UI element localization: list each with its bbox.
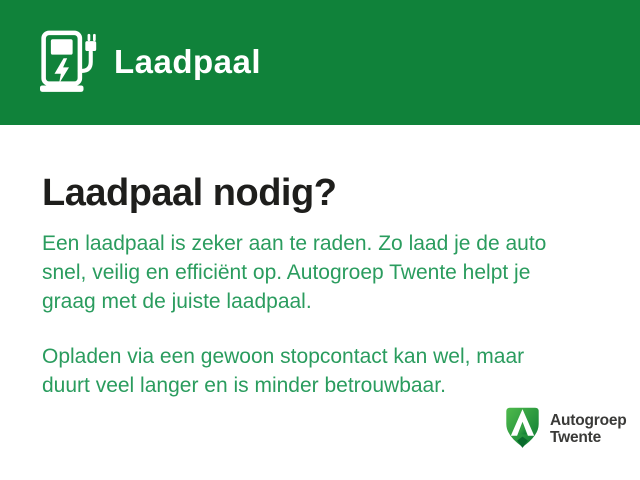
- logo-name-line2: Twente: [550, 428, 602, 446]
- logo-name-line1: Autogroep: [550, 411, 627, 429]
- secondary-paragraph: [42, 342, 524, 400]
- autogroep-twente-logo: [504, 406, 627, 451]
- paragraph-line: duurt veel langer en is minder betrouwbaar.: [42, 374, 446, 397]
- header-banner: [0, 0, 640, 125]
- paragraph-line: Een laadpaal is zeker aan te raden. Zo laad je de auto: [42, 232, 547, 255]
- autogroep-shield-icon: [504, 406, 541, 451]
- ev-charger-icon: [40, 27, 98, 95]
- header-title: Laadpaal: [114, 43, 262, 80]
- intro-paragraph: [42, 229, 546, 316]
- paragraph-line: Opladen via een gewoon stopcontact kan wel, maar: [42, 345, 525, 368]
- page-heading: Laadpaal nodig?: [42, 172, 337, 214]
- paragraph-line: graag met de juiste laadpaal.: [42, 290, 312, 313]
- paragraph-line: snel, veilig en efficiënt op. Autogroep Twente helpt je: [42, 261, 531, 284]
- logo-text: [550, 412, 627, 446]
